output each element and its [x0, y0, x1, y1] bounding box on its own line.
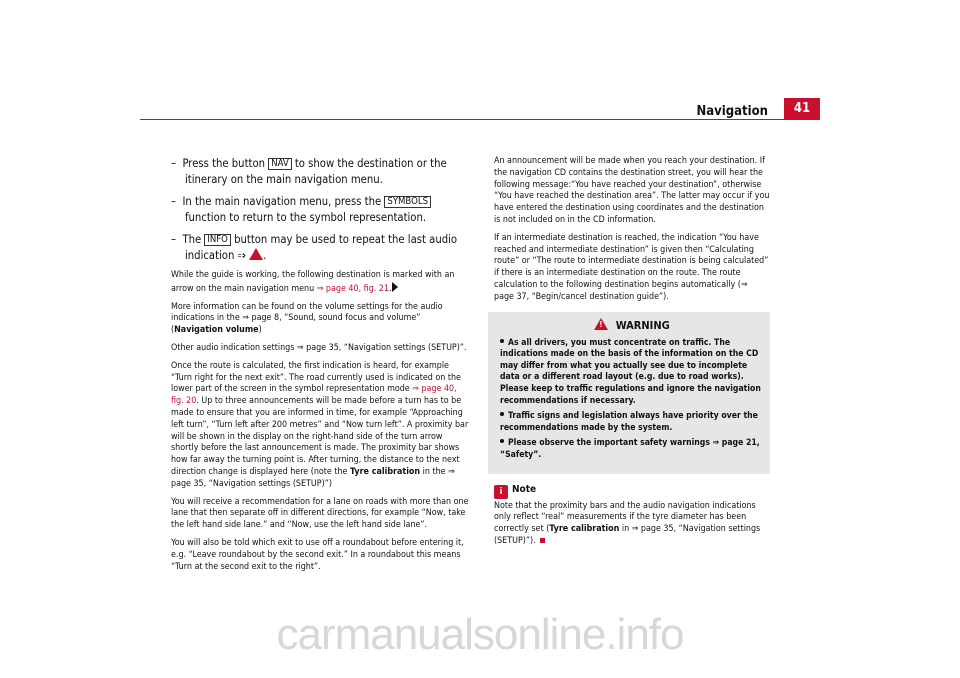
warning-box — [488, 312, 770, 474]
paragraph-settings: Other audio indication settings ⇒ page 35, “Navigation settings (SETUP)”. — [171, 342, 467, 353]
warning-icon — [594, 318, 608, 330]
nav-key: NAV — [268, 158, 291, 170]
watermark: carmanualsonline.info — [276, 610, 684, 659]
step-info: – The INFO button may be used to repeat the last audio indication ⇒ !. — [171, 232, 471, 264]
paragraph-volume: More information can be found on the volume settings for the audio indications in the ⇒ page 8, “Sound, sound focus and volume” (Navigation volume) — [171, 301, 443, 336]
warning-item: As all drivers, you must concentrate on traffic. The indications made on the basis of the information on the CD may differ from what you actually see due to incomplete data or a different road layout (e.g. due to road works). Please keep to traffic regulations and ignore the navigation recommendations if necessary. — [500, 337, 761, 406]
header-rule — [140, 119, 820, 120]
paragraph-intermediate: If an intermediate destination is reached, the indication “You have reached and intermediate destination” is given then “Calculating route” or “The route to intermediate destination is being calculated” if there is an intermediate destination on the route. The route calculation to the following destination begins automatically (⇒ page 37, “Begin/cancel destination guide”). — [494, 232, 769, 302]
page-reference[interactable]: ⇒ page 40, fig. 21 — [316, 283, 389, 294]
warning-heading: ! WARNING — [500, 318, 764, 332]
page-reference[interactable]: ⇒ page 40, fig. 20 — [171, 384, 457, 407]
page-title: Navigation — [696, 104, 768, 119]
note-icon: i — [494, 485, 508, 499]
info-key: INFO — [204, 234, 231, 246]
note-heading: i Note — [494, 484, 770, 499]
paragraph-lane: You will receive a recommendation for a lane on roads with more than one lane that then separate off in different directions, for example “Now, take the left hand side lane.” and “Now, use the left hand side lane”. — [171, 496, 469, 531]
step-symbols: – In the main navigation menu, press the SYMBOLS function to return to the symbol representation. — [171, 194, 471, 226]
step-nav: – Press the button NAV to show the destination or the itinerary on the main navigation menu. — [171, 157, 447, 186]
paragraph-roundabout: You will also be told which exit to use off a roundabout before entering it, e.g. “Leave roundabout by the second exit.” In a roundabout this means “Turn at the second exit to the right”. — [171, 537, 464, 572]
bullet-icon — [500, 439, 504, 443]
paragraph-arrow: While the guide is working, the following destination is marked with an arrow on the main navigation menu ⇒ page 40, fig. 21. — [171, 270, 455, 294]
right-column — [494, 156, 770, 554]
page-number: 41 — [784, 98, 820, 120]
warning-item: Traffic signs and legislation always have priority over the recommendations made by the system. — [500, 411, 758, 433]
end-mark-icon — [540, 538, 545, 543]
paragraph-route: Once the route is calculated, the first indication is heard, for example “Turn right for the next exit”. The road currently used is indicated on the lower part of the screen in the symbol representation mode ⇒ page 40, fig. 20. Up to three announcements will be made before a turn has to be made to ensure that you are informed in time, for example “Approaching left turn”, “Turn left after 200 metres” and “Now turn left”. A proximity bar will be shown in the display on the right-hand side of the turn arrow shortly before the last announcement is made. The proximity bar shows how far away the turning point is. After turning, the distance to the next direction change is displayed here (note the Tyre calibration in the ⇒ page 35, “Navigation settings (SETUP)”) — [171, 360, 469, 489]
warning-item: Please observe the important safety warnings ⇒ page 21, “Safety”. — [500, 438, 760, 460]
warning-icon — [249, 248, 263, 260]
symbols-key: SYMBOLS — [384, 196, 431, 208]
bullet-icon — [500, 339, 504, 343]
bullet-icon — [500, 412, 504, 416]
continue-arrow-icon — [392, 282, 398, 292]
paragraph-destination: An announcement will be made when you reach your destination. If the navigation CD contains the destination street, you will hear the following message:“You have reached your destination”, otherwise “You have reached the destination area”. The latter may occur if you have entered the destination using coordinates and the destination is not included on in the CD information. — [494, 156, 770, 225]
note-text: Note that the proximity bars and the audio navigation indications only reflect “real” measurements if the tyre diameter has been correctly set (Tyre calibration in ⇒ page 35, “Navigation settings (SETUP)”). — [494, 500, 761, 546]
left-column — [171, 156, 471, 579]
